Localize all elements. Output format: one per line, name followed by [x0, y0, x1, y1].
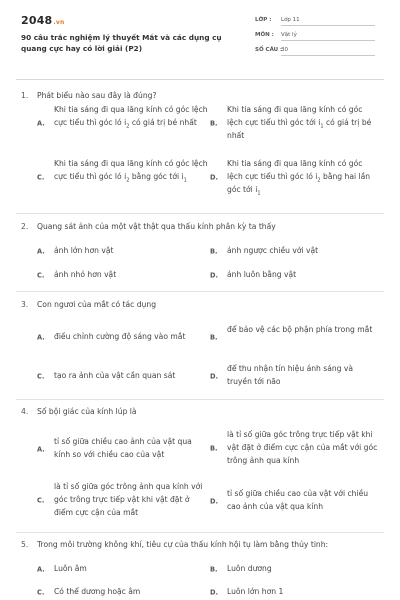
option-d[interactable] — [210, 488, 378, 515]
option-a[interactable] — [37, 436, 209, 463]
logo-suffix: .vn — [53, 19, 65, 26]
option-label: A. — [37, 445, 45, 454]
option-d[interactable] — [210, 363, 378, 390]
site-logo[interactable] — [21, 14, 64, 27]
meta-subject-key: MÔN : — [255, 32, 274, 38]
option-label: D. — [210, 588, 218, 597]
question-number: 5. — [21, 540, 29, 549]
question-text: Con ngươi của mắt có tác dụng — [37, 300, 157, 309]
option-d[interactable] — [210, 158, 378, 198]
option-text: Có thể dương hoặc âm — [54, 587, 141, 596]
option-c[interactable] — [37, 586, 209, 599]
option-a[interactable] — [37, 331, 209, 344]
option-text: Luôn âm — [54, 564, 87, 573]
option-text: tỉ số giữa chiều cao ảnh của vật qua kính so với chiều cao của vật — [54, 437, 192, 459]
meta-count-value: 30 — [281, 47, 288, 53]
meta-underline — [281, 25, 375, 26]
option-text: ảnh lớn hơn vật — [54, 246, 114, 255]
option-c[interactable] — [37, 269, 209, 282]
header — [0, 0, 400, 80]
option-b[interactable] — [210, 104, 378, 144]
option-text: Khi tia sáng đi qua lăng kính có góc lệch cực tiểu thì góc tới $i_1$ có giá trị bé nhất — [227, 105, 372, 140]
meta-subject-value: Vật lý — [281, 32, 297, 38]
question-divider — [16, 213, 384, 214]
option-label: D. — [210, 271, 218, 280]
option-label: B. — [210, 119, 218, 128]
option-text: để bảo vệ các bộ phận phía trong mắt — [227, 325, 373, 334]
question-divider — [16, 532, 384, 533]
option-text: Luôn dương — [227, 564, 272, 573]
option-label: C. — [37, 496, 45, 505]
option-a[interactable] — [37, 245, 209, 258]
meta-underline — [281, 55, 375, 56]
option-text: ảnh luôn bằng vật — [227, 270, 297, 279]
option-label: B. — [210, 247, 218, 256]
question-number: 4. — [21, 407, 29, 416]
option-text: Khi tia sáng đi qua lăng kính có góc lệch cực tiểu thì góc ló $i_2$ bằng góc tới $i_1$ — [54, 159, 208, 184]
option-label: C. — [37, 588, 45, 597]
option-text: điều chỉnh cường độ sáng vào mắt — [54, 332, 186, 341]
option-d[interactable] — [210, 269, 378, 282]
document-title: 90 câu trắc nghiệm lý thuyết Mắt và các dụng cụ quang cực hay có lời giải (P2) — [21, 33, 222, 53]
option-d[interactable] — [210, 586, 378, 599]
option-label: C. — [37, 372, 45, 381]
option-label: B. — [210, 333, 218, 342]
question-number: 3. — [21, 300, 29, 309]
option-text: là tỉ số giữa góc trông ảnh qua kính với góc trông trực tiếp vật khi vật đặt ở điểm cực cận của mắt — [54, 482, 203, 517]
question-text: Số bội giác của kính lúp là — [37, 407, 137, 416]
option-b[interactable] — [210, 563, 378, 576]
option-text: ảnh nhỏ hơn vật — [54, 270, 117, 279]
option-text: tạo ra ảnh của vật cần quan sát — [54, 371, 176, 380]
question-text: Trong môi trường không khí, tiêu cự của thấu kính hội tụ làm bằng thủy tinh: — [37, 540, 329, 549]
option-text: ảnh ngược chiều với vật — [227, 246, 319, 255]
option-label: D. — [210, 173, 218, 182]
option-label: B. — [210, 444, 218, 453]
question-number: 2. — [21, 222, 29, 231]
question-text: Phát biểu nào sau đây là đúng? — [37, 91, 157, 100]
option-a[interactable] — [37, 563, 209, 576]
option-b[interactable] — [210, 429, 378, 469]
question-text: Quang sát ảnh của một vật thật qua thấu kính phân kỳ ta thấy — [37, 222, 276, 231]
logo-text: 2048 — [21, 14, 53, 27]
option-text: Luôn lớn hơn 1 — [227, 587, 284, 596]
option-label: C. — [37, 173, 45, 182]
option-label: A. — [37, 247, 45, 256]
option-text: là tỉ số giữa góc trông trực tiếp vật khi vật đặt ở điểm cực cận của mắt với góc trông ảnh qua kính — [227, 430, 378, 465]
question-number: 1. — [21, 91, 29, 100]
option-label: A. — [37, 565, 45, 574]
option-label: A. — [37, 119, 45, 128]
option-c[interactable] — [37, 481, 209, 521]
option-label: A. — [37, 333, 45, 342]
option-c[interactable] — [37, 370, 209, 383]
option-label: C. — [37, 271, 45, 280]
question-divider — [16, 291, 384, 292]
option-c[interactable] — [37, 158, 209, 198]
meta-class-key: LỚP : — [255, 17, 272, 23]
meta-count-key: SỐ CÂU : — [255, 47, 283, 53]
option-text: Khi tia sáng đi qua lăng kính có góc lệch cực tiểu thì góc ló $i_2$ có giá trị bé nhất — [54, 105, 208, 130]
option-b[interactable] — [210, 245, 378, 258]
option-label: B. — [210, 565, 218, 574]
option-b[interactable] — [210, 324, 378, 351]
option-text: Khi tia sáng đi qua lăng kính có góc lệch cực tiểu thì góc ló $i_2$ bằng hai lần góc tới $i_1$ — [227, 159, 371, 197]
header-divider — [16, 79, 384, 80]
meta-class-value: Lớp 11 — [281, 17, 300, 23]
meta-underline — [281, 40, 375, 41]
option-text: để thu nhận tín hiệu ánh sáng và truyền tới não — [227, 364, 354, 386]
option-label: D. — [210, 372, 218, 381]
question-divider — [16, 399, 384, 400]
option-text: tỉ số giữa chiều cao của vật với chiều cao ảnh của vật qua kính — [227, 489, 369, 511]
option-label: D. — [210, 497, 218, 506]
option-a[interactable] — [37, 104, 209, 144]
